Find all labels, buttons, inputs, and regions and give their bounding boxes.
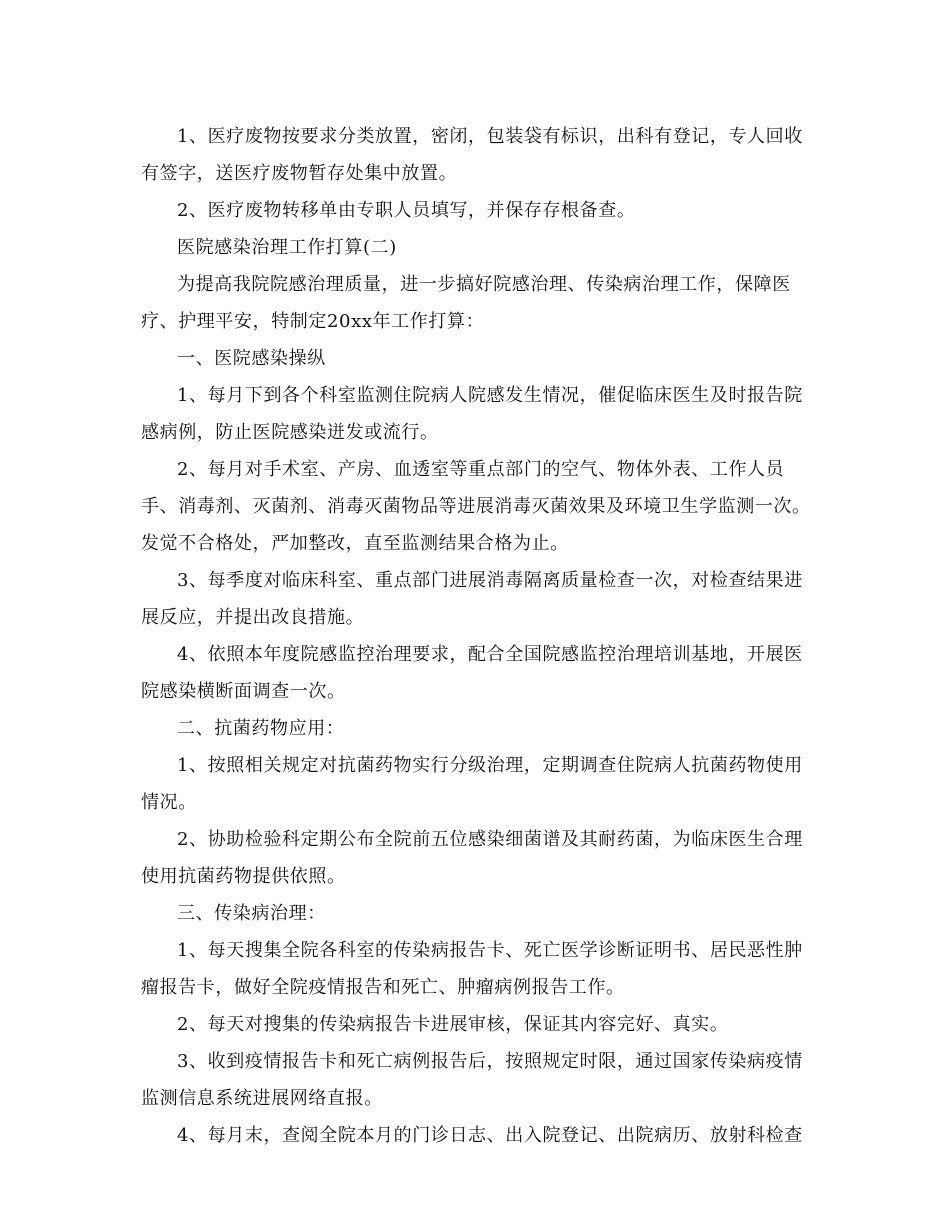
paragraph-key-department-testing: 2、每月对手术室、产房、血透室等重点部门的空气、物体外表、工作人员手、消毒剂、灭菌剂、消毒灭菌物品等进展消毒灭菌效果及环境卫生学监测一次。发觉不合格处，严加整改，直至监测结果合格为止。 — [141, 459, 811, 554]
paragraph-bacteria-spectrum: 2、协助检验科定期公布全院前五位感染细菌谱及其耐药菌，为临床医生合理使用抗菌药物提供依照。 — [141, 829, 803, 887]
paragraph-waste-sorting: 1、医疗废物按要求分类放置，密闭，包装袋有标识，出科有登记，专人回收有签字，送医疗废物暂存处集中放置。 — [141, 126, 803, 184]
section-title: 医院感染治理工作打算(二) — [177, 237, 397, 258]
paragraph-online-reporting: 3、收到疫情报告卡和死亡病例报告后，按照规定时限，通过国家传染病疫情监测信息系统进展网络直报。 — [141, 1051, 803, 1109]
paragraph-report-collection: 1、每天搜集全院各科室的传染病报告卡、死亡医学诊断证明书、居民恶性肿瘤报告卡，做好全院疫情报告和死亡、肿瘤病例报告工作。 — [141, 940, 803, 998]
heading-infectious-disease: 三、传染病治理： — [177, 903, 326, 924]
paragraph-intro: 为提高我院院感治理质量，进一步搞好院感治理、传染病治理工作，保障医疗、护理平安，特制定20xx年工作打算： — [141, 274, 791, 332]
document-body — [141, 118, 813, 1154]
paragraph-cross-section-survey: 4、依照本年度院感监控治理要求，配合全国院感监控治理培训基地，开展医院感染横断面调查一次。 — [141, 644, 803, 702]
paragraph-waste-transfer: 2、医疗废物转移单由专职人员填写，并保存存根备查。 — [177, 200, 636, 221]
heading-infection-control: 一、医院感染操纵 — [177, 348, 326, 369]
paragraph-monthly-audit: 4、每月末，查阅全院本月的门诊日志、出入院登记、出院病历、放射科检查 — [177, 1125, 803, 1146]
paragraph-antibiotic-grading: 1、按照相关规定对抗菌药物实行分级治理，定期调查住院病人抗菌药物使用情况。 — [141, 755, 803, 813]
heading-antibiotics: 二、抗菌药物应用： — [177, 718, 345, 739]
paragraph-monthly-monitoring: 1、每月下到各个科室监测住院病人院感发生情况，催促临床医生及时报告院感病例，防止医院感染迸发或流行。 — [141, 385, 803, 443]
paragraph-quarterly-inspection: 3、每季度对临床科室、重点部门进展消毒隔离质量检查一次，对检查结果进展反应，并提出改良措施。 — [141, 570, 803, 628]
paragraph-report-review: 2、每天对搜集的传染病报告卡进展审核，保证其内容完好、真实。 — [177, 1014, 729, 1035]
